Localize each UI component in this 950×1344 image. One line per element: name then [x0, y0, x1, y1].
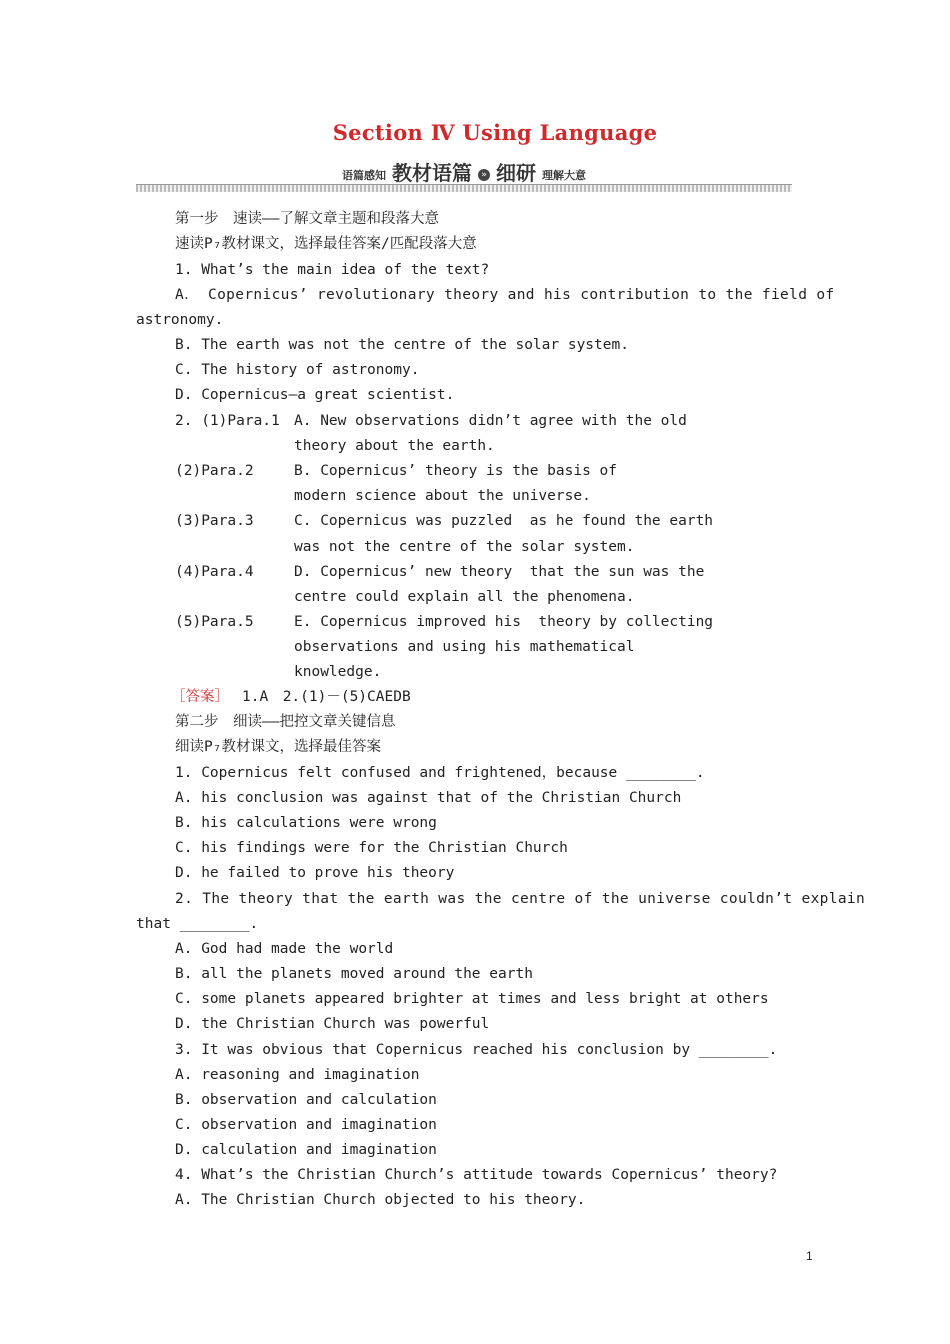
answer-text: 1.A 2.(1)－(5)CAEDB	[242, 689, 411, 705]
option-text-continued: astronomy.	[136, 312, 224, 328]
section-title: Section Ⅳ Using Language	[332, 120, 658, 145]
question-2-continued: that ________.	[136, 916, 259, 932]
option-text: B. his calculations were wrong	[175, 815, 437, 831]
option-text: A． Copernicus’ revolutionary theory and his contribution to the field of	[175, 287, 835, 303]
option-text: C. The history of astronomy.	[175, 362, 420, 378]
step1-instruction: 速读P₇教材课文，选择最佳答案/匹配段落大意	[175, 236, 477, 252]
option-text: D. calculation and imagination	[175, 1142, 437, 1158]
para-2-label: (2)Para.2	[175, 463, 254, 479]
question-3: 3. It was obvious that Copernicus reached his conclusion by ________.	[175, 1042, 778, 1058]
match-option: E. Copernicus improved his theory by collecting	[294, 614, 714, 630]
chevron-right-icon: »	[478, 169, 490, 181]
banner-left-label: 语篇感知	[342, 169, 386, 182]
match-option: C. Copernicus was puzzled as he found the earth	[294, 513, 714, 529]
match-option-continued: was not the centre of the solar system.	[294, 539, 635, 555]
banner-main-label-2: 细研	[496, 161, 536, 185]
option-text: B. observation and calculation	[175, 1092, 437, 1108]
banner-main-label-1: 教材语篇	[392, 161, 472, 185]
section-banner	[136, 160, 792, 194]
match-option-continued: centre could explain all the phenomena.	[294, 589, 635, 605]
para-3-label: (3)Para.3	[175, 513, 254, 529]
match-option: B. Copernicus’ theory is the basis of	[294, 463, 618, 479]
question-2-para-1: 2. (1)Para.1	[175, 413, 280, 429]
question-4: 4. What’s the Christian Church’s attitude towards Copernicus’ theory?	[175, 1167, 778, 1183]
question-2: 2. The theory that the earth was the centre of the universe couldn’t explain	[175, 891, 866, 907]
para-4-label: (4)Para.4	[175, 564, 254, 580]
option-text: A. his conclusion was against that of the Christian Church	[175, 790, 682, 806]
match-option-continued: knowledge.	[294, 664, 382, 680]
option-text: A. God had made the world	[175, 941, 394, 957]
step1-heading: 第一步 速读——了解文章主题和段落大意	[175, 211, 439, 227]
option-text: D. Copernicus—a great scientist.	[175, 387, 455, 403]
banner-right-label: 理解大意	[542, 169, 586, 182]
question-1: 1. Copernicus felt confused and frightened，because ________.	[175, 765, 705, 781]
step2-instruction: 细读P₇教材课文，选择最佳答案	[175, 739, 381, 755]
option-text: C. some planets appeared brighter at times and less bright at others	[175, 991, 769, 1007]
para-5-label: (5)Para.5	[175, 614, 254, 630]
option-text: D. he failed to prove his theory	[175, 865, 455, 881]
step2-heading: 第二步 细读——把控文章关键信息	[175, 714, 396, 730]
page-number: 1	[806, 1249, 813, 1263]
match-option-continued: observations and using his mathematical	[294, 639, 635, 655]
option-text: A. The Christian Church objected to his theory.	[175, 1192, 586, 1208]
option-text: C. observation and imagination	[175, 1117, 437, 1133]
option-text: B. The earth was not the centre of the solar system.	[175, 337, 629, 353]
match-option: A. New observations didn’t agree with the old	[294, 413, 687, 429]
match-option: D. Copernicus’ new theory that the sun was the	[294, 564, 705, 580]
option-text: B. all the planets moved around the earth	[175, 966, 533, 982]
answer-label: ［答案］	[171, 689, 229, 705]
match-option-continued: theory about the earth.	[294, 438, 495, 454]
match-option-continued: modern science about the universe.	[294, 488, 591, 504]
option-text: A. reasoning and imagination	[175, 1067, 420, 1083]
question-1: 1. What’s the main idea of the text?	[175, 262, 490, 278]
option-text: D. the Christian Church was powerful	[175, 1016, 490, 1032]
option-text: C. his findings were for the Christian Church	[175, 840, 568, 856]
